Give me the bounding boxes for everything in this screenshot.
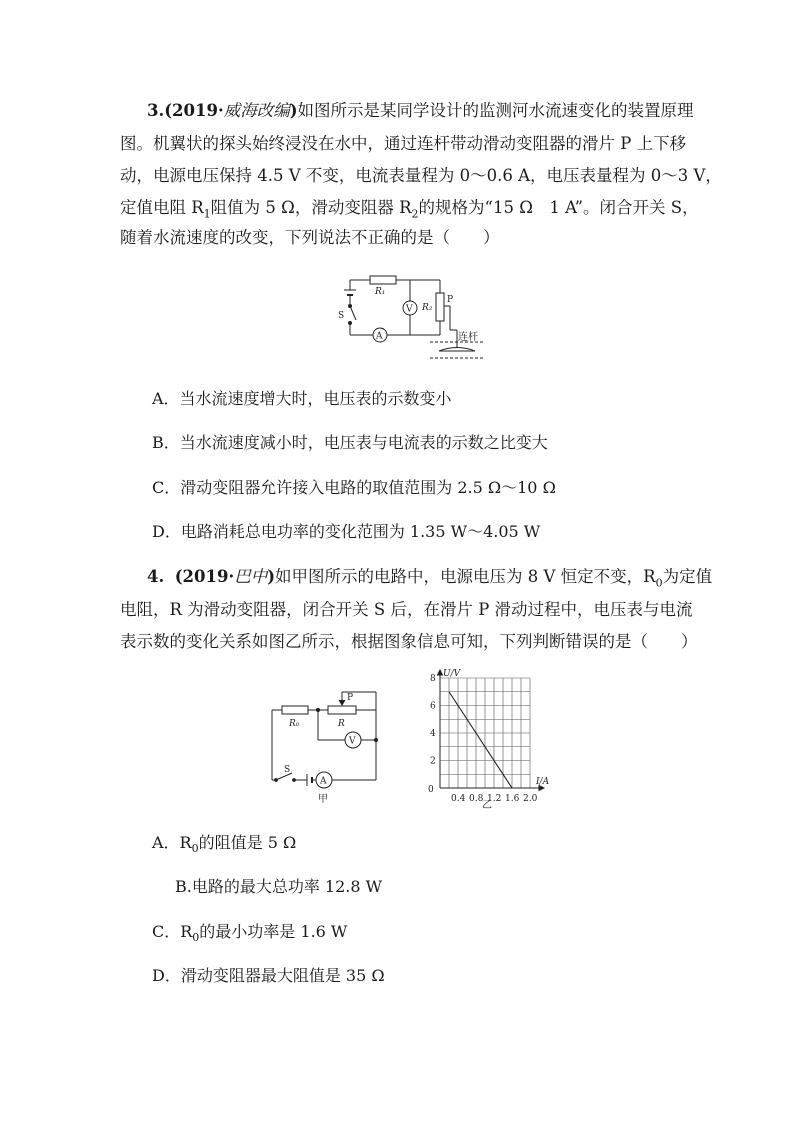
q4-source: 巴中 <box>234 567 268 586</box>
label-s: S <box>284 765 291 775</box>
label-a: A <box>376 331 383 342</box>
u-i-line <box>449 692 512 788</box>
q4-number: 4. <box>147 567 165 586</box>
q4-option-a[interactable]: A．$R_0$的阻值是 5 Ω <box>152 833 297 856</box>
q3-source: 威海改编 <box>223 101 290 120</box>
q4-line-3: 表示数的变化关系如图乙所示，根据图象信息可知，下列判断错误的是（ ） <box>120 632 698 651</box>
q3-option-c[interactable]: C．滑动变阻器允许接入电路的取值范围为 2.5 Ω～10 Ω <box>152 478 556 497</box>
q3-line-4: 定值电阻 $R_1$阻值为 5 Ω，滑动变阻器 $R_2$的规格为“15 Ω 1 A”。闭合开关 S， <box>120 198 699 221</box>
tick-origin: 0 <box>428 785 434 795</box>
y-axis-arrow <box>438 670 443 675</box>
label-v: V <box>349 736 356 747</box>
label-v: V <box>406 304 413 315</box>
q4-line-1: 4. (2019·巴中)如甲图所示的电路中，电源电压为 8 V 恒定不变，$R_0$为定值 <box>147 567 713 590</box>
q3-line-2: 图。机翼状的探头始终浸没在水中，通过连杆带动滑动变阻器的滑片 P 上下移 <box>120 134 687 153</box>
r1-resistor <box>370 276 396 284</box>
caption-yi: 乙 <box>482 800 492 811</box>
q4-option-c[interactable]: C．$R_0$的最小功率是 1.6 W <box>152 922 348 945</box>
label-r1: R₁ <box>375 287 386 297</box>
q4-circuit-diagram <box>262 684 387 809</box>
wing-probe <box>439 348 475 352</box>
label-r0: R₀ <box>289 719 300 729</box>
iu-graph <box>418 668 563 813</box>
label-p: P <box>347 693 354 703</box>
x-tick-label: 1.2 <box>487 794 502 804</box>
x-axis-label: I/A <box>536 777 550 787</box>
label-p: P <box>447 295 454 305</box>
y-tick-label: 6 <box>430 701 436 712</box>
y-axis-label: U/V <box>443 669 461 679</box>
label-a: A <box>320 776 327 787</box>
q4-line-2: 电阻，R 为滑动变阻器，闭合开关 S 后，在滑片 P 滑动过程中，电压表与电流 <box>120 600 693 619</box>
label-s: S <box>338 311 345 321</box>
label-r2: R₂ <box>422 303 433 313</box>
q3-line-3: 动，电源电压保持 4.5 V 不变，电流表量程为 0～0.6 A，电压表量程为 0～3 V， <box>120 166 722 185</box>
label-rod: 连杆 <box>458 332 478 343</box>
q4-option-b[interactable]: B.电路的最大总功率 12.8 W <box>175 877 383 896</box>
label-r: R <box>338 719 345 729</box>
y-tick-label: 2 <box>430 756 436 767</box>
q3-circuit-diagram <box>335 268 495 368</box>
r2-rheostat <box>436 293 444 321</box>
x-tick-label: 0.8 <box>469 794 484 804</box>
r-rheostat <box>328 706 356 714</box>
r0-resistor <box>282 706 308 714</box>
y-tick-label: 8 <box>430 674 436 684</box>
q3-line-5: 随着水流速度的改变，下列说法不正确的是（ ） <box>120 228 500 247</box>
y-tick-label: 4 <box>430 729 436 739</box>
q3-line-1: 3.(2019·威海改编)如图所示是某同学设计的监测河水流速变化的装置原理 <box>147 101 694 120</box>
x-tick-label: 2.0 <box>523 794 538 804</box>
x-tick-label: 1.6 <box>505 794 520 804</box>
q3-option-b[interactable]: B．当水流速度减小时，电压表与电流表的示数之比变大 <box>152 433 548 452</box>
switch-blade <box>350 306 356 320</box>
q3-number: 3. <box>147 101 165 120</box>
q4-option-d[interactable]: D．滑动变阻器最大阻值是 35 Ω <box>152 966 385 985</box>
x-tick-label: 0.4 <box>451 794 466 804</box>
caption-jia: 甲 <box>318 794 328 805</box>
q3-option-a[interactable]: A．当水流速度增大时，电压表的示数变小 <box>152 389 452 408</box>
q3-option-d[interactable]: D．电路消耗总电功率的变化范围为 1.35 W～4.05 W <box>152 522 541 541</box>
